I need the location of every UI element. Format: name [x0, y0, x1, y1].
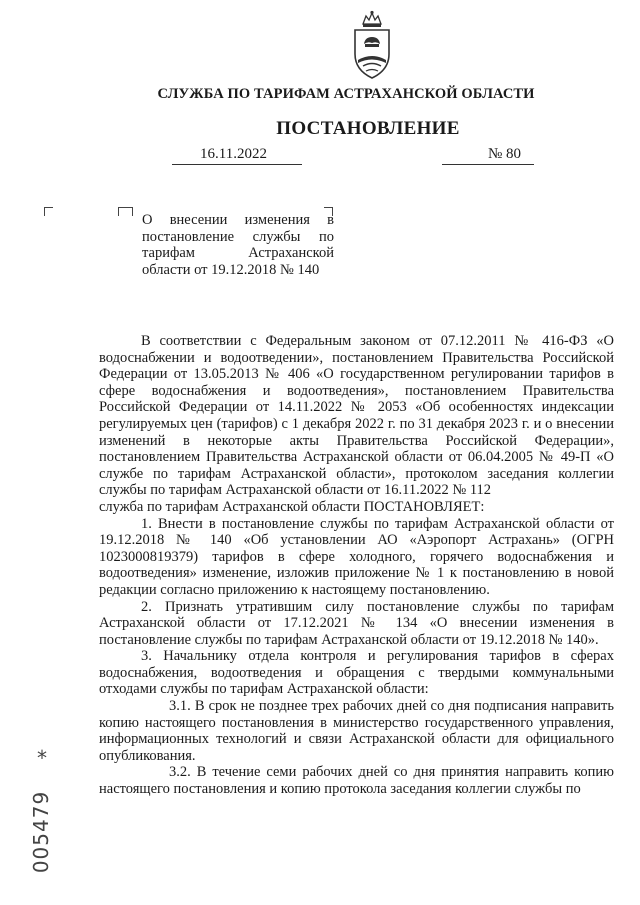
document-body: [99, 333, 614, 798]
serial-stamp: [29, 790, 60, 874]
item-1-paragraph: 1. Внести в постановление службы по тарифам Астраханской области от 19.12.2018 № 140 «Об установлении АО «Аэропорт Астрахань» (ОГРН 1023000819379) тарифов в сфере холодного, горячего водоснабжения и водоотведения» изменение, изложив приложение № 1 к постановлению в новой редакции согласно приложению к настоящему постановлению.: [99, 515, 614, 598]
document-date: 16.11.2022: [172, 147, 302, 165]
coat-of-arms-icon: [351, 10, 393, 82]
item-2-paragraph: 2. Признать утратившим силу постановление службы по тарифам Астраханской области от 17.12.2021 № 134 «О внесении изменения в постановление службы по тарифам Астраханской области от 19.12.2018 № 140».: [99, 598, 614, 648]
resolves-line: служба по тарифам Астраханской области ПОСТАНОВЛЯЕТ:: [99, 498, 485, 515]
agency-name: СЛУЖБА ПО ТАРИФАМ АСТРАХАНСКОЙ ОБЛАСТИ: [157, 86, 535, 102]
subject-line: тарифам Астраханской: [142, 245, 334, 261]
document-type: ПОСТАНОВЛЕНИЕ: [276, 118, 460, 139]
preamble-paragraph: В соответствии с Федеральным законом от 07.12.2011 № 416-ФЗ «О водоснабжении и водоотведении», постановлением Правительства Российской Федерации от 13.05.2013 № 406 «О государственном регулировании тарифов в сфере водоснабжения и водоотведения», постановлением Правительства Российской Федерации от 14.11.2022 № 2053 «Об особенностях индексации регулируемых цен (тарифов) с 1 декабря 2022 г. по 31 декабря 2023 г. и о внесении изменений в некоторые акты Правительства Российской Федерации», постановлением Правительства Астраханской области от 06.04.2005 № 49-П «О службе по тарифам Астраханской области», протоколом заседания коллегии службы по тарифам Астраханской области от 16.11.2022 № 112: [99, 333, 614, 499]
subject-line: постановление службы по: [142, 228, 334, 245]
margin-corner-mark: [44, 207, 53, 216]
margin-corner-mark: [126, 207, 133, 216]
item-3-1-paragraph: 3.1. В срок не позднее трех рабочих дней со дня подписания направить копию настоящего постановления в министерство государственного управления, информационных технологий и связи Астраханской области для официального опубликования.: [99, 698, 614, 764]
item-3-paragraph: 3. Начальнику отдела контроля и регулирования тарифов в сферах водоснабжения, водоотведения и обращения с твердыми коммунальными отходами службы по тарифам Астраханской области:: [99, 648, 614, 698]
subject-line: области от 19.12.2018 № 140: [142, 261, 320, 278]
document-number: № 80: [442, 147, 534, 165]
item-3-2-paragraph: 3.2. В течение семи рабочих дней со дня принятия направить копию настоящего постановления и копию протокола заседания коллегии службы по: [99, 764, 614, 798]
document-subject: [142, 212, 334, 278]
subject-line: О внесении изменения в: [142, 212, 334, 228]
serial-number: 005479: [29, 790, 54, 874]
stamp-star: *: [37, 746, 47, 770]
